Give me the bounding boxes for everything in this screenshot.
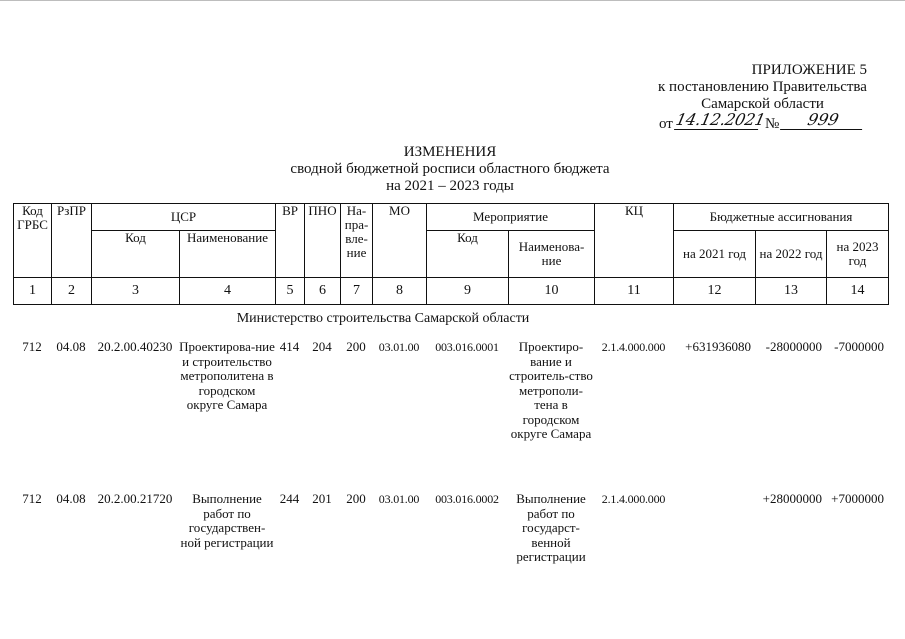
header-napravlenie: На-пра-вле-ние bbox=[341, 204, 373, 278]
column-number: 10 bbox=[509, 278, 595, 305]
cell-mer-name: Выполнение работ по государст-венной регистрации bbox=[516, 491, 586, 564]
cell-rzpr: 04.08 bbox=[56, 491, 86, 506]
cell-napr: 200 bbox=[346, 339, 366, 354]
cell-2021: +631936080 bbox=[685, 339, 751, 354]
header-year-2021: на 2021 год bbox=[674, 231, 756, 278]
table-row bbox=[13, 340, 888, 442]
cell-2023: +7000000 bbox=[831, 491, 884, 506]
header-mo: МО bbox=[373, 204, 427, 278]
cell-mo: 03.01.00 bbox=[378, 492, 420, 506]
header-budget: Бюджетные ассигнования bbox=[674, 204, 889, 231]
cell-rzpr: 04.08 bbox=[56, 339, 86, 354]
column-number: 2 bbox=[52, 278, 92, 305]
handwritten-number: 999 bbox=[780, 111, 866, 130]
table-row bbox=[13, 492, 888, 565]
cell-2021 bbox=[673, 492, 755, 565]
cell-pno: 204 bbox=[312, 339, 332, 354]
heading-title: ИЗМЕНЕНИЯ bbox=[403, 144, 497, 160]
column-number: 6 bbox=[305, 278, 341, 305]
header-kod-grbs: Код ГРБС bbox=[14, 204, 52, 278]
number-prefix: № bbox=[765, 116, 780, 132]
appendix-line-2: Самарской области bbox=[701, 96, 824, 112]
column-number: 9 bbox=[427, 278, 509, 305]
column-number: 7 bbox=[341, 278, 373, 305]
heading-period: на 2021 – 2023 годы bbox=[386, 178, 514, 194]
header-csr-kod: Код bbox=[92, 231, 180, 278]
header-mer-kod: Код bbox=[427, 231, 509, 278]
column-number: 12 bbox=[674, 278, 756, 305]
header-rzpr: РзПР bbox=[52, 204, 92, 278]
cell-csr-name: Выполнение работ по государствен-ной регистрации bbox=[180, 491, 274, 550]
cell-grbs: 712 bbox=[22, 491, 42, 506]
column-number: 8 bbox=[373, 278, 427, 305]
appendix-block bbox=[650, 62, 875, 134]
column-number: 11 bbox=[595, 278, 674, 305]
cell-2022: -28000000 bbox=[765, 339, 822, 354]
heading-subtitle: сводной бюджетной росписи областного бюджета bbox=[290, 161, 610, 177]
header-meropriyatie: Мероприятие bbox=[427, 204, 595, 231]
appendix-date-line bbox=[650, 110, 875, 134]
header-year-2023: на 2023 год bbox=[827, 231, 889, 278]
cell-2022: +28000000 bbox=[762, 491, 822, 506]
date-prefix: от bbox=[659, 116, 673, 132]
page-top-border bbox=[0, 0, 905, 1]
column-number: 14 bbox=[827, 278, 889, 305]
ministry-title: Министерство строительства Самарской области bbox=[236, 311, 530, 326]
column-number: 4 bbox=[180, 278, 276, 305]
column-number: 1 bbox=[14, 278, 52, 305]
column-number: 5 bbox=[276, 278, 305, 305]
column-number: 3 bbox=[92, 278, 180, 305]
cell-kc: 2.1.4.000.000 bbox=[601, 340, 666, 354]
cell-vr: 414 bbox=[279, 339, 300, 354]
appendix-title: ПРИЛОЖЕНИЕ 5 bbox=[751, 62, 867, 78]
appendix-line-1: к постановлению Правительства bbox=[658, 79, 867, 95]
header-pno: ПНО bbox=[305, 204, 341, 278]
cell-2023: -7000000 bbox=[834, 339, 884, 354]
cell-pno: 201 bbox=[312, 491, 332, 506]
header-csr: ЦСР bbox=[92, 204, 276, 231]
cell-mer-code: 003.016.0001 bbox=[435, 340, 499, 354]
cell-csr-code: 20.2.00.40230 bbox=[97, 339, 173, 354]
header-mer-name: Наименова-ние bbox=[509, 231, 595, 278]
column-number: 13 bbox=[756, 278, 827, 305]
header-csr-name: Наименование bbox=[180, 231, 276, 278]
cell-mo: 03.01.00 bbox=[378, 340, 420, 354]
table-header bbox=[13, 203, 889, 305]
header-vr: ВР bbox=[276, 204, 305, 278]
handwritten-date: 14.12.2021 bbox=[674, 110, 767, 129]
cell-csr-code: 20.2.00.21720 bbox=[97, 491, 173, 506]
cell-vr: 244 bbox=[279, 491, 300, 506]
header-year-2022: на 2022 год bbox=[756, 231, 827, 278]
header-kc: КЦ bbox=[595, 204, 674, 278]
cell-kc: 2.1.4.000.000 bbox=[601, 492, 666, 506]
cell-grbs: 712 bbox=[22, 339, 42, 354]
cell-csr-name: Проектирова-ние и строительство метрополитена в городском округе Самара bbox=[179, 339, 275, 412]
cell-mer-name: Проектиро-вание и строитель-ство метрополи-тена в городском округе Самара bbox=[509, 339, 593, 441]
cell-mer-code: 003.016.0002 bbox=[435, 492, 499, 506]
cell-napr: 200 bbox=[346, 491, 366, 506]
document-heading bbox=[250, 144, 650, 195]
